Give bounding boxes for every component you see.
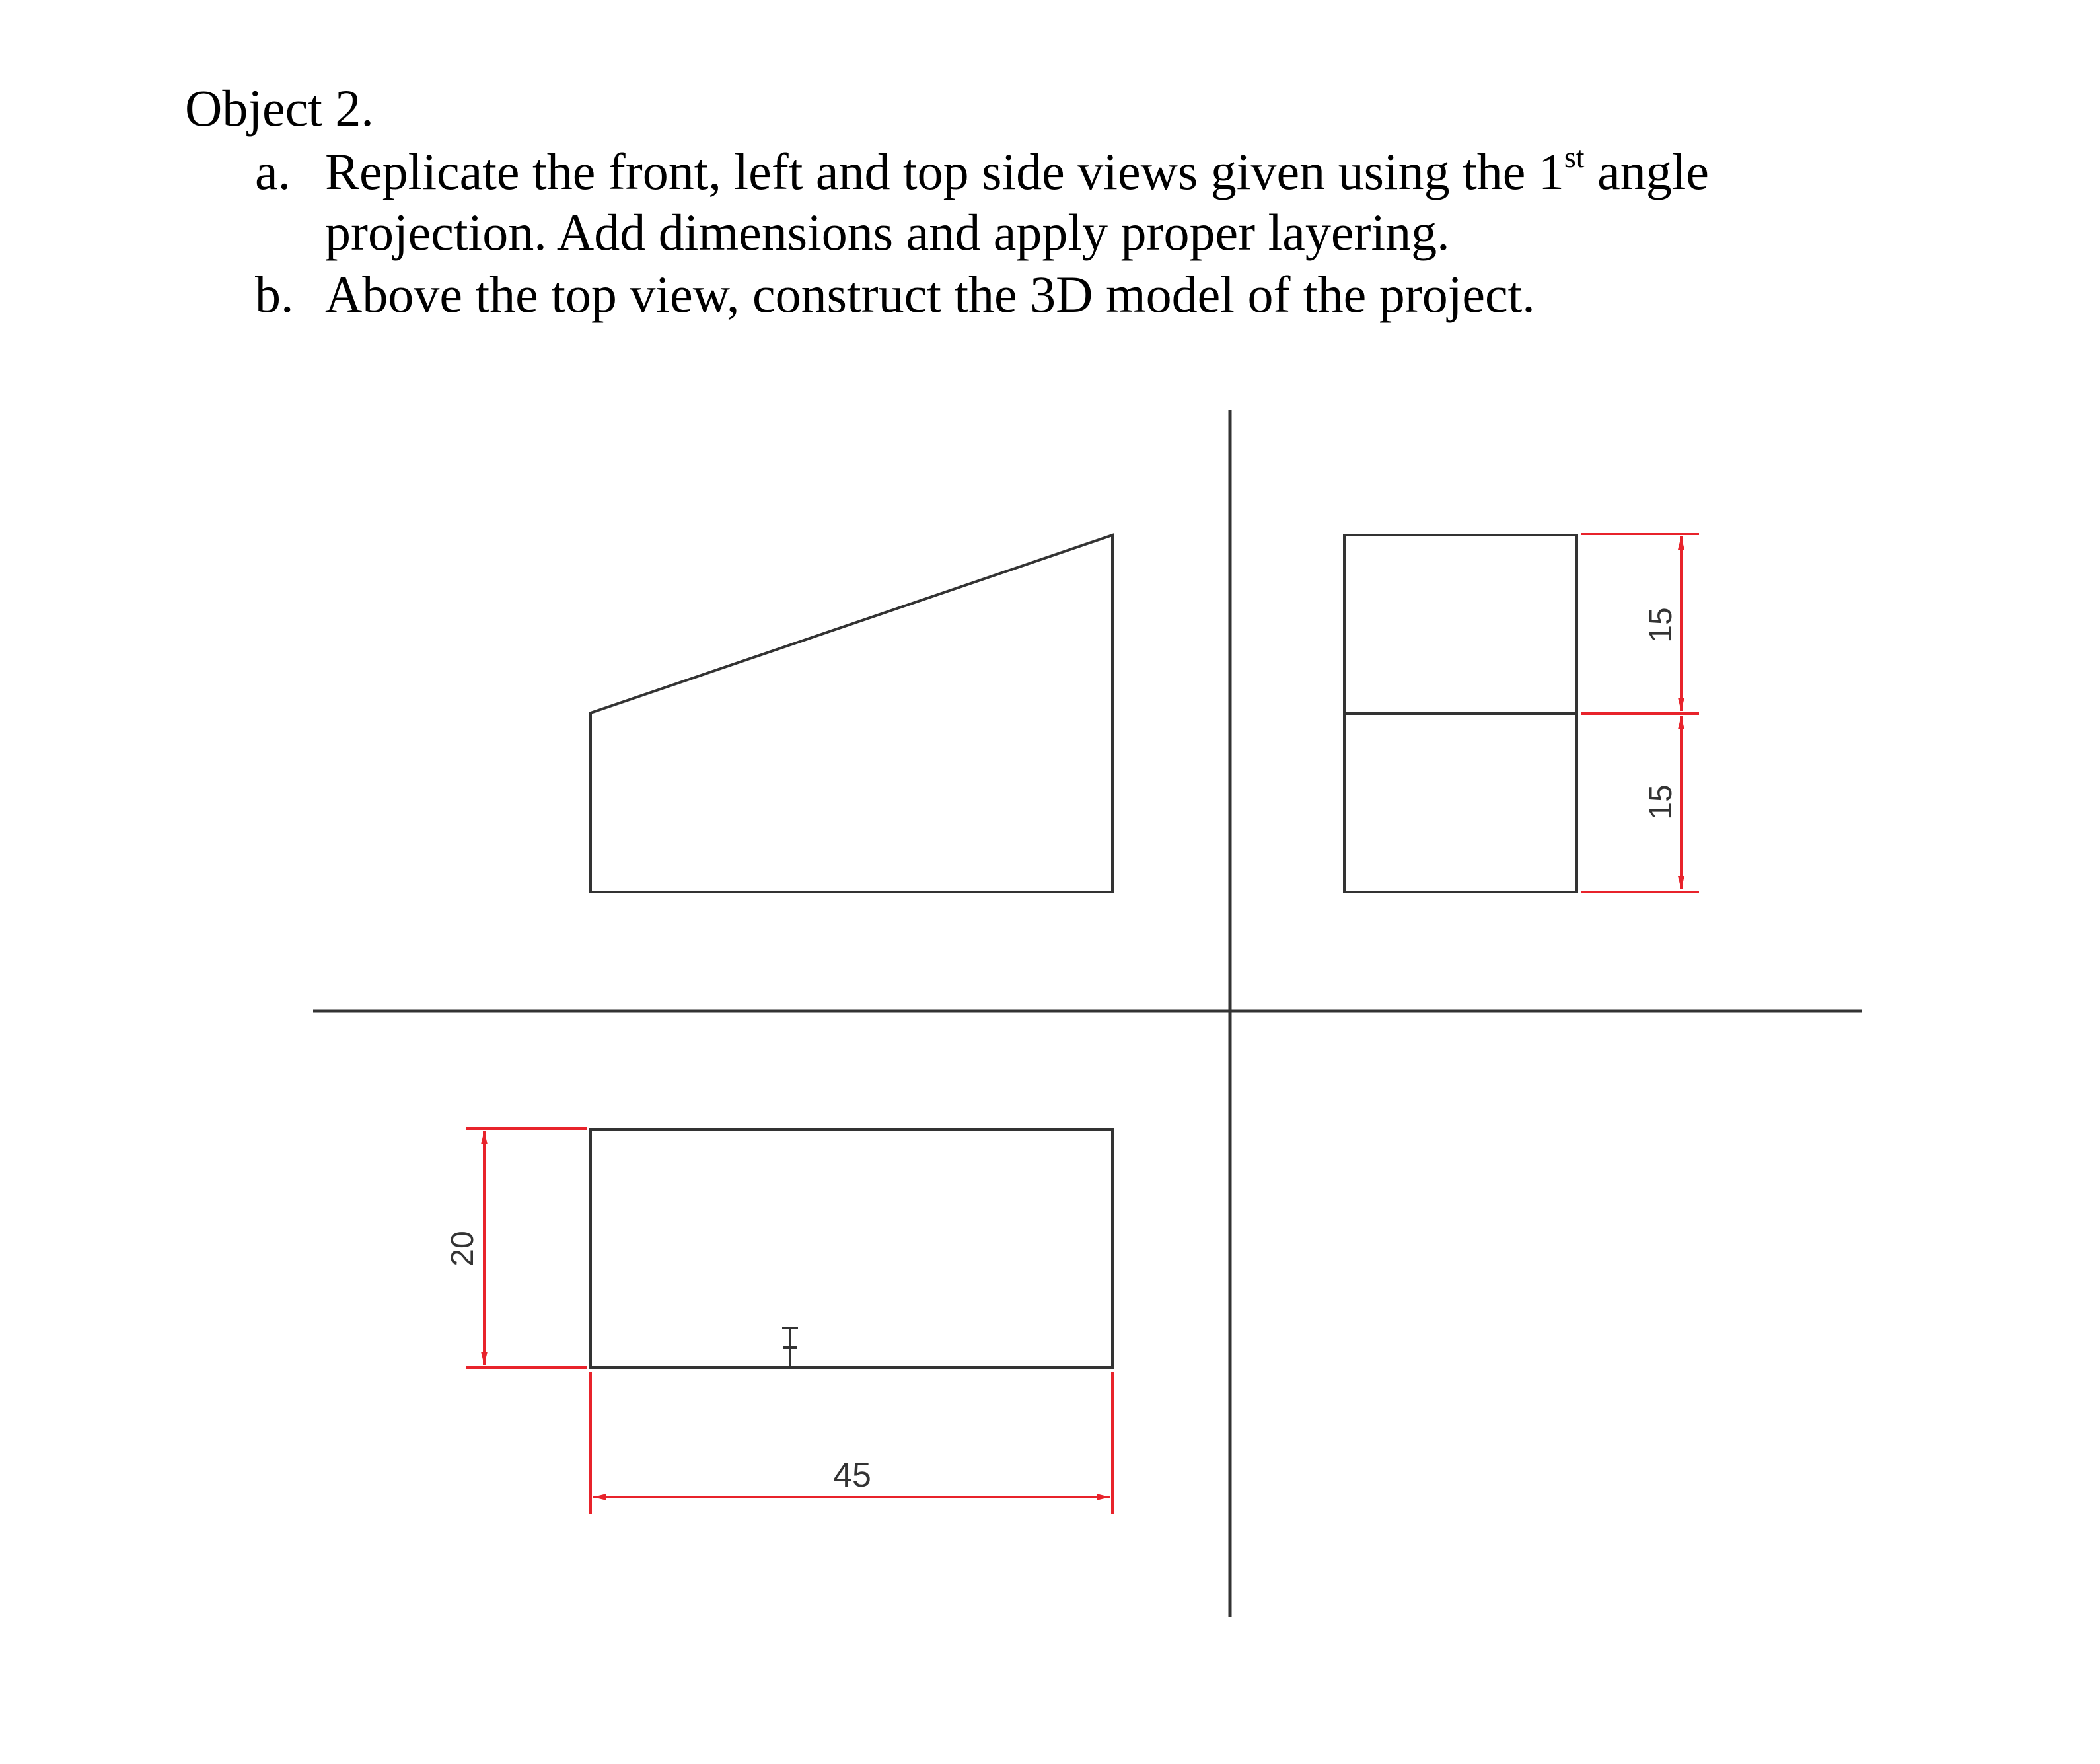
task-b-marker: b.: [255, 266, 294, 323]
top-view: [591, 1130, 1112, 1368]
task-b-text: Above the top view, construct the 3D model of the project.: [325, 266, 1535, 323]
task-a-marker: a.: [255, 143, 291, 200]
task-a-line1-end: angle: [1584, 143, 1709, 200]
dimension-label-depth: 20: [445, 1231, 480, 1267]
dimension-label-lower: 15: [1644, 784, 1679, 820]
side-view-dimensions: [1581, 534, 1699, 892]
ordinal-suffix: st: [1564, 140, 1585, 174]
side-view-lower: [1344, 714, 1577, 892]
page-title: Object 2.: [185, 79, 374, 137]
front-view: [591, 535, 1112, 892]
dimension-label-width: 45: [833, 1456, 871, 1494]
top-view-dimensions: [445, 1128, 1112, 1514]
task-a-line1-start: Replicate the front, left and top side views given using the 1: [325, 143, 1564, 200]
side-view-upper: [1344, 535, 1577, 714]
text-cursor-icon: [782, 1328, 798, 1368]
dimension-label-upper: 15: [1644, 607, 1679, 643]
task-a-line2: projection. Add dimensions and apply proper layering.: [325, 203, 1450, 261]
